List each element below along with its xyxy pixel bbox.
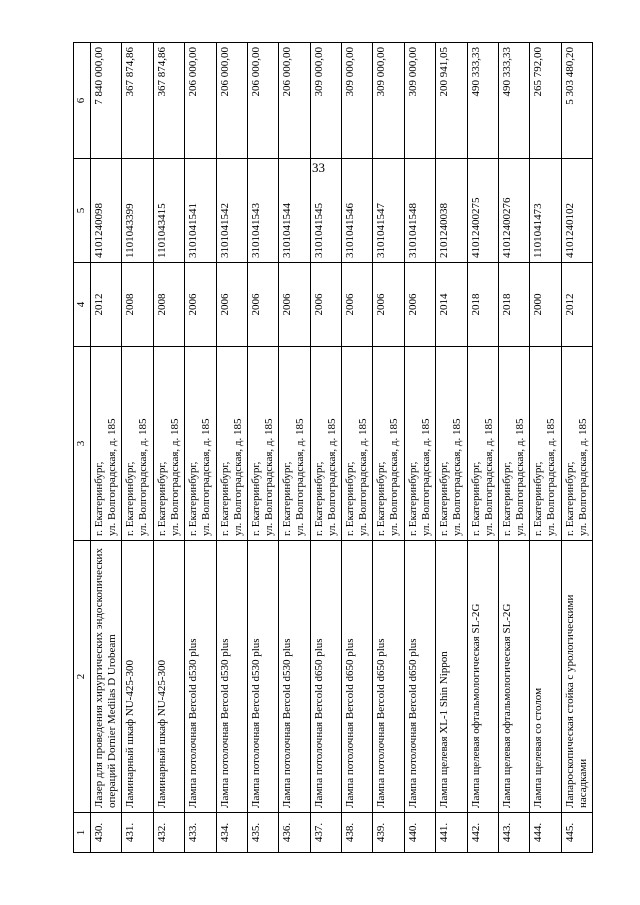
city-text: г. Екатеринбург, — [249, 461, 262, 536]
year-cell: 2000 — [530, 263, 561, 347]
address-cell — [122, 347, 153, 541]
street-text: ул. Волгоградская, д. 185 — [262, 418, 275, 536]
city-text: г. Екатеринбург, — [93, 461, 105, 536]
street-text: ул. Волгоградская, д. 185 — [325, 418, 338, 536]
row-number-cell: 430. — [91, 813, 122, 853]
cost-cell: 309 000,00 — [404, 43, 435, 159]
table-row — [404, 43, 435, 853]
year-cell: 2018 — [467, 263, 498, 347]
inventory-code-cell: 3101041548 — [404, 159, 435, 263]
city-text: г. Екатеринбург, — [563, 461, 576, 536]
column-header: 5 — [74, 159, 91, 263]
row-number-cell: 440. — [404, 813, 435, 853]
address-cell — [279, 347, 310, 541]
column-header: 2 — [74, 541, 91, 813]
cost-cell: 309 000,00 — [310, 43, 341, 159]
inventory-code-cell: 3101041546 — [342, 159, 373, 263]
cost-cell: 490 333,33 — [498, 43, 529, 159]
row-number-cell: 431. — [122, 813, 153, 853]
table-row — [561, 43, 592, 853]
equipment-name-cell: Лампа потолочная Bercold d650 plus — [310, 541, 341, 813]
column-header: 6 — [74, 43, 91, 159]
inventory-code-cell: 41012400275 — [467, 159, 498, 263]
address-cell — [91, 347, 122, 541]
equipment-name-cell: Лампа потолочная Bercold d530 plus — [216, 541, 247, 813]
year-cell: 2006 — [185, 263, 216, 347]
equipment-name-cell: Ламинарный шкаф NU-425-300 — [153, 541, 184, 813]
city-text: г. Екатеринбург, — [344, 461, 356, 536]
city-text: г. Екатеринбург, — [469, 461, 482, 536]
street-text: ул. Волгоградская, д. 185 — [168, 418, 181, 536]
table-row — [436, 43, 467, 853]
city-text: г. Екатеринбург, — [281, 461, 294, 536]
cost-cell: 367 874,86 — [153, 43, 184, 159]
cost-cell: 206 000,00 — [279, 43, 310, 159]
address-cell — [185, 347, 216, 541]
equipment-name-cell: Лампа потолочная Bercold d650 plus — [342, 541, 373, 813]
row-number-cell: 441. — [436, 813, 467, 853]
table-row — [153, 43, 184, 853]
address-cell — [247, 347, 278, 541]
equipment-name-cell: Лазер для проведения хирургических эндоскопических операций Dornier Medilas D Urobeam — [91, 541, 122, 813]
equipment-name-cell: Лампа потолочная Bercold d530 plus — [279, 541, 310, 813]
equipment-name-cell: Лампа потолочная Bercold d650 plus — [373, 541, 404, 813]
street-text: ул. Волгоградская, д. 185 — [200, 418, 213, 536]
table-row — [279, 43, 310, 853]
cost-cell: 200 941,05 — [436, 43, 467, 159]
street-text: ул. Волгоградская, д. 185 — [357, 418, 369, 536]
equipment-name-cell: Лампа щелевая XL-1 Shin Nippon — [436, 541, 467, 813]
year-cell: 2006 — [310, 263, 341, 347]
cost-cell: 206 000,00 — [247, 43, 278, 159]
year-cell: 2008 — [153, 263, 184, 347]
city-text: г. Екатеринбург, — [124, 461, 137, 536]
table-row — [530, 43, 561, 853]
cost-cell: 265 792,00 — [530, 43, 561, 159]
inventory-code-cell: 3101041547 — [373, 159, 404, 263]
street-text: ул. Волгоградская, д. 185 — [545, 418, 558, 536]
city-text: г. Екатеринбург, — [500, 461, 513, 536]
equipment-name-cell: Лампа потолочная Bercold d530 plus — [247, 541, 278, 813]
year-cell: 2012 — [91, 263, 122, 347]
city-text: г. Екатеринбург, — [375, 461, 388, 536]
cost-cell: 5 303 480,20 — [561, 43, 592, 159]
table-row — [498, 43, 529, 853]
inventory-code-cell: 2101240038 — [436, 159, 467, 263]
table-row — [185, 43, 216, 853]
table-row — [310, 43, 341, 853]
street-text: ул. Волгоградская, д. 185 — [137, 418, 150, 536]
street-text: ул. Волгоградская, д. 185 — [482, 418, 495, 536]
header-row — [74, 43, 91, 853]
row-number-cell: 437. — [310, 813, 341, 853]
year-cell: 2018 — [498, 263, 529, 347]
table-body — [91, 43, 593, 853]
inventory-code-cell: 3101041545 — [310, 159, 341, 263]
street-text: ул. Волгоградская, д. 185 — [513, 418, 526, 536]
address-cell — [342, 347, 373, 541]
cost-cell: 367 874,86 — [122, 43, 153, 159]
cost-cell: 206 000,00 — [185, 43, 216, 159]
city-text: г. Екатеринбург, — [438, 461, 451, 536]
cost-cell: 309 000,00 — [373, 43, 404, 159]
row-number-cell: 438. — [342, 813, 373, 853]
city-text: г. Екатеринбург, — [187, 461, 200, 536]
row-number-cell: 432. — [153, 813, 184, 853]
row-number-cell: 442. — [467, 813, 498, 853]
inventory-code-cell: 41012400276 — [498, 159, 529, 263]
street-text: ул. Волгоградская, д. 185 — [419, 418, 432, 536]
street-text: ул. Волгоградская, д. 185 — [231, 418, 244, 536]
address-cell — [310, 347, 341, 541]
year-cell: 2006 — [404, 263, 435, 347]
table-row — [373, 43, 404, 853]
table-row — [467, 43, 498, 853]
year-cell: 2006 — [342, 263, 373, 347]
equipment-name-cell: Лампа щелевая офтальмологическая SL-2G — [467, 541, 498, 813]
equipment-name-cell: Лампа потолочная Bercold d530 plus — [185, 541, 216, 813]
city-text: г. Екатеринбург, — [312, 461, 325, 536]
year-cell: 2006 — [247, 263, 278, 347]
address-cell — [404, 347, 435, 541]
equipment-name-cell: Лампа потолочная Bercold d650 plus — [404, 541, 435, 813]
year-cell: 2006 — [373, 263, 404, 347]
inventory-code-cell: 3101041544 — [279, 159, 310, 263]
page-number: 33 — [312, 160, 325, 175]
table-row — [342, 43, 373, 853]
cost-cell: 309 000,00 — [342, 43, 373, 159]
row-number-cell: 439. — [373, 813, 404, 853]
street-text: ул. Волгоградская, д. 185 — [388, 418, 401, 536]
address-cell — [216, 347, 247, 541]
inventory-code-cell: 1101043415 — [153, 159, 184, 263]
street-text: ул. Волгоградская, д. 185 — [294, 418, 307, 536]
year-cell: 2006 — [279, 263, 310, 347]
inventory-table — [73, 42, 593, 853]
rotated-table-container — [73, 43, 593, 853]
inventory-code-cell: 3101041541 — [185, 159, 216, 263]
table-row — [122, 43, 153, 853]
year-cell: 2014 — [436, 263, 467, 347]
city-text: г. Екатеринбург, — [532, 461, 545, 536]
row-number-cell: 433. — [185, 813, 216, 853]
inventory-code-cell: 3101041543 — [247, 159, 278, 263]
row-number-cell: 436. — [279, 813, 310, 853]
street-text: ул. Волгоградская, д. 185 — [451, 418, 464, 536]
row-number-cell: 444. — [530, 813, 561, 853]
year-cell: 2008 — [122, 263, 153, 347]
address-cell — [436, 347, 467, 541]
inventory-code-cell: 4101240102 — [561, 159, 592, 263]
table-row — [91, 43, 122, 853]
row-number-cell: 435. — [247, 813, 278, 853]
address-cell — [373, 347, 404, 541]
cost-cell: 206 000,00 — [216, 43, 247, 159]
inventory-code-cell: 1101043399 — [122, 159, 153, 263]
inventory-code-cell: 3101041542 — [216, 159, 247, 263]
inventory-code-cell: 4101240098 — [91, 159, 122, 263]
table-row — [247, 43, 278, 853]
equipment-name-cell: Ламинарный шкаф NU-425-300 — [122, 541, 153, 813]
street-text: ул. Волгоградская, д. 185 — [106, 418, 118, 536]
column-header: 3 — [74, 347, 91, 541]
column-header: 4 — [74, 263, 91, 347]
year-cell: 2006 — [216, 263, 247, 347]
equipment-name-cell: Лапароскопическая стойка с урологическими насадками — [561, 541, 592, 813]
address-cell — [561, 347, 592, 541]
equipment-name-cell: Лампа щелевая со столом — [530, 541, 561, 813]
column-header: 1 — [74, 813, 91, 853]
row-number-cell: 443. — [498, 813, 529, 853]
cost-cell: 7 840 000,00 — [91, 43, 122, 159]
row-number-cell: 445. — [561, 813, 592, 853]
city-text: г. Екатеринбург, — [406, 461, 419, 536]
city-text: г. Екатеринбург, — [218, 461, 231, 536]
city-text: г. Екатеринбург, — [155, 461, 168, 536]
row-number-cell: 434. — [216, 813, 247, 853]
cost-cell: 490 333,33 — [467, 43, 498, 159]
address-cell — [498, 347, 529, 541]
street-text: ул. Волгоградская, д. 185 — [576, 418, 589, 536]
table-row — [216, 43, 247, 853]
year-cell: 2012 — [561, 263, 592, 347]
address-cell — [153, 347, 184, 541]
address-cell — [467, 347, 498, 541]
address-cell — [530, 347, 561, 541]
equipment-name-cell: Лампа щелевая офтальмологическая SL-2G — [498, 541, 529, 813]
inventory-code-cell: 1101041473 — [530, 159, 561, 263]
